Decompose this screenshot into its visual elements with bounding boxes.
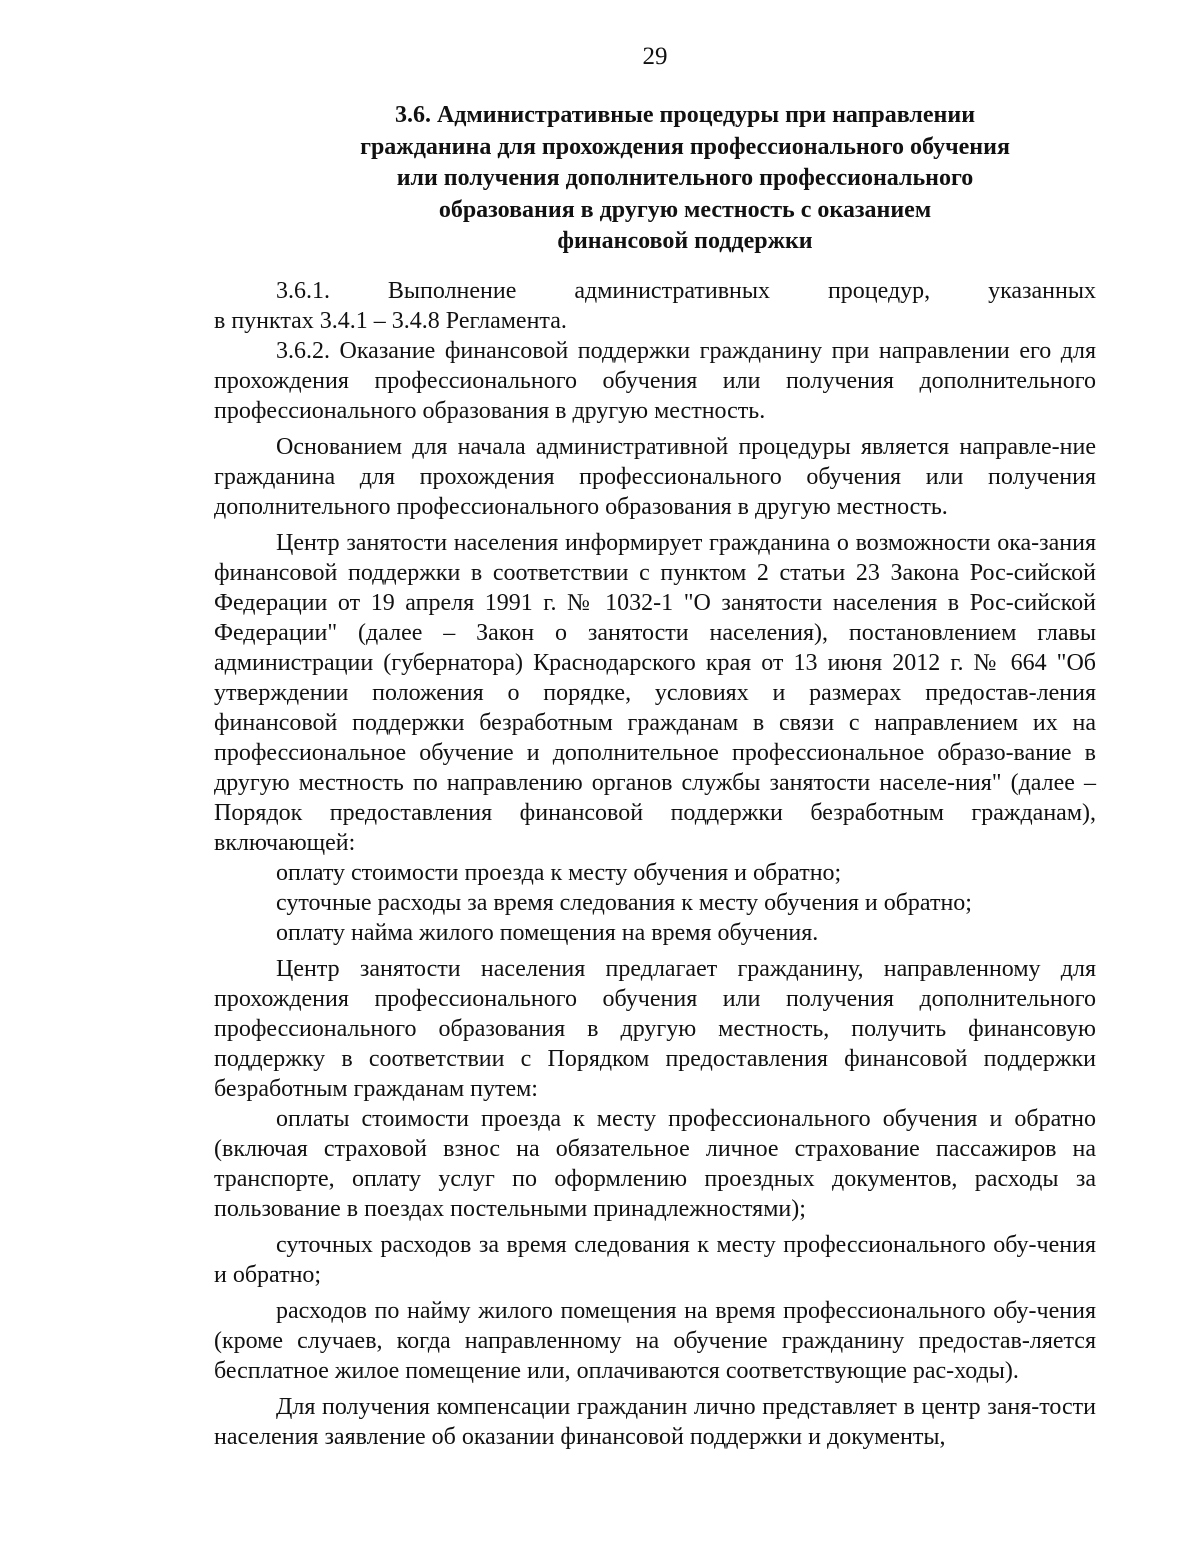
heading-line: гражданина для прохождения профессионального обучения [360, 133, 1010, 160]
word: Выполнение [387, 278, 517, 304]
word: административных [574, 278, 771, 304]
section-heading [230, 100, 1140, 258]
word: 3.6.1. [276, 278, 330, 304]
list-item-travel-payment: оплаты стоимости проезда к месту профессионального обучения и обратно (включая страховой взнос на обязательное личное страхование пассажиров на транспорте, оплату услуг по оформлению проездных документов, расходы за пользование в поездах постельными принадлежностями); [214, 1106, 1096, 1222]
paragraph-361-first-line [214, 276, 1096, 306]
body-text [214, 276, 1096, 1452]
page-number: 29 [642, 43, 668, 70]
heading-line: 3.6. Административные процедуры при направлении [394, 102, 976, 128]
paragraph-center-informs: Центр занятости населения информирует гражданина о возможности ока-зания финансовой поддержки в соответствии с пунктом 2 статьи 23 Закона Рос-сийской Федерации от 19 апреля 1991 г. № 1032-1 "О занятости населения в Рос-сийской Федерации" (далее – Закон о занятости населения), постановлением главы администрации (губернатора) Краснодарского края от 13 июня 2012 г. № 664 "Об утверждении положения о порядке, условиях и размерах предостав-ления финансовой поддержки безработным гражданам в связи с направлением их на профессиональное обучение и дополнительное профессиональное образо-вание в другую местность по направлению органов службы занятости населе-ния" (далее – Порядок предоставления финансовой поддержки безработным гражданам), включающей: [214, 530, 1096, 856]
paragraph-361-continuation: в пунктах 3.4.1 – 3.4.8 Регламента. [214, 308, 567, 334]
heading-line: финансовой поддержки [557, 228, 813, 254]
paragraph-compensation: Для получения компенсации гражданин лично представляет в центр заня-тости населения заявление об оказании финансовой поддержки и документы, [214, 1394, 1096, 1450]
list-item-housing: оплату найма жилого помещения на время обучения. [276, 920, 819, 946]
word: процедур, [827, 278, 931, 304]
paragraph-basis: Основанием для начала административной процедуры является направле-ние гражданина для прохождения профессионального обучения или получения дополнительного профессионального образования в другую местность. [214, 434, 1096, 520]
word: указанных [988, 278, 1096, 304]
list-item-housing-expenses: расходов по найму жилого помещения на время профессионального обу-чения (кроме случаев, когда направленному на обучение гражданину предостав-ляется бесплатное жилое помещение или, оплачиваются соответствующие рас-ходы). [214, 1298, 1096, 1384]
heading-line: или получения дополнительного профессионального [396, 165, 974, 191]
list-item-daily: суточные расходы за время следования к месту обучения и обратно; [276, 890, 972, 916]
list-item-daily-expenses: суточных расходов за время следования к месту профессионального обу-чения и обратно; [214, 1232, 1096, 1288]
list-item-travel: оплату стоимости проезда к месту обучения и обратно; [276, 860, 842, 886]
paragraph-center-offers: Центр занятости населения предлагает гражданину, направленному для прохождения профессионального обучения или получения дополнительного профессионального образования в другую местность, получить финансовую поддержку в соответствии с Порядком предоставления финансовой поддержки безработным гражданам путем: [214, 956, 1096, 1102]
heading-line: образования в другую местность с оказанием [438, 196, 932, 223]
paragraph-362: 3.6.2. Оказание финансовой поддержки гражданину при направлении его для прохождения профессионального обучения или получения дополнительного профессионального образования в другую местность. [214, 338, 1096, 424]
